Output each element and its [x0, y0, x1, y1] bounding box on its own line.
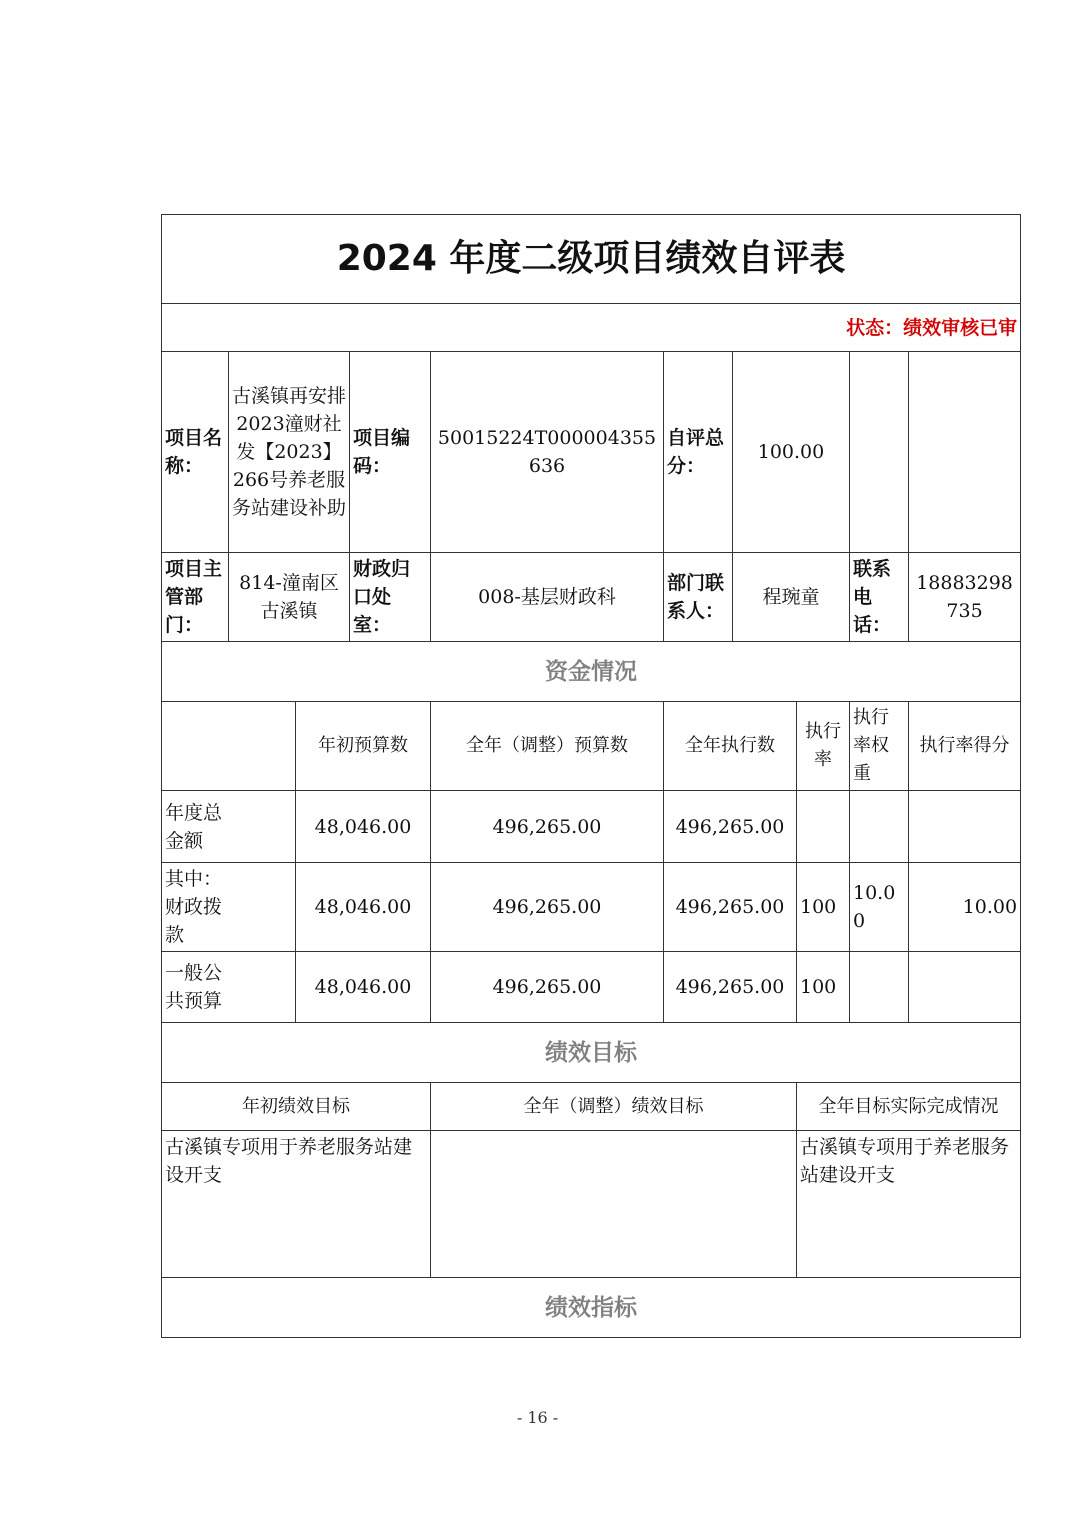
funds-score-value — [909, 952, 1021, 1023]
funds-header-executed: 全年执行数 — [664, 702, 797, 791]
funds-section-title: 资金情况 — [162, 642, 1021, 702]
empty-cell — [850, 352, 909, 553]
contact-value: 程琬童 — [733, 553, 850, 642]
funds-header-adjusted: 全年（调整）预算数 — [431, 702, 664, 791]
contact-label: 部门联系人： — [664, 553, 733, 642]
funds-weight-value — [850, 791, 909, 863]
table-row — [162, 952, 1021, 1023]
funds-adjusted-value: 496,265.00 — [431, 863, 664, 952]
dept-value: 814-潼南区古溪镇 — [229, 553, 350, 642]
funds-score-value — [909, 791, 1021, 863]
empty-cell — [909, 352, 1021, 553]
funds-weight-value: 10.00 — [850, 863, 909, 952]
funds-executed-value: 496,265.00 — [664, 791, 797, 863]
score-value: 100.00 — [733, 352, 850, 553]
funds-row-label: 其中：财政拨款 — [162, 863, 296, 952]
funds-rate-value: 100 — [797, 863, 850, 952]
form-title: 2024 年度二级项目绩效自评表 — [162, 215, 1021, 304]
funds-score-value: 10.00 — [909, 863, 1021, 952]
goals-header-adjusted: 全年（调整）绩效目标 — [431, 1083, 797, 1131]
funds-row-label: 年度总金额 — [162, 791, 296, 863]
table-row — [162, 791, 1021, 863]
goals-header-initial: 年初绩效目标 — [162, 1083, 431, 1131]
score-label: 自评总分： — [664, 352, 733, 553]
funds-initial-value: 48,046.00 — [296, 952, 431, 1023]
funds-rate-value — [797, 791, 850, 863]
funds-rate-value: 100 — [797, 952, 850, 1023]
project-name-value: 古溪镇再安排2023潼财社发【2023】266号养老服务站建设补助 — [229, 352, 350, 553]
goals-section-title: 绩效目标 — [162, 1023, 1021, 1083]
table-row — [162, 863, 1021, 952]
finance-office-label: 财政归口处室： — [350, 553, 431, 642]
funds-executed-value: 496,265.00 — [664, 952, 797, 1023]
finance-office-value: 008-基层财政科 — [431, 553, 664, 642]
funds-executed-value: 496,265.00 — [664, 863, 797, 952]
phone-label: 联系电话： — [850, 553, 909, 642]
status-text: 状态：绩效审核已审 — [162, 304, 1021, 352]
phone-value: 18883298735 — [909, 553, 1021, 642]
indicators-section-title: 绩效指标 — [162, 1278, 1021, 1338]
page-number: - 16 - — [516, 1408, 559, 1427]
self-evaluation-table — [161, 214, 1021, 1338]
funds-header-blank — [162, 702, 296, 791]
funds-header-weight: 执行率权重 — [850, 702, 909, 791]
funds-header-rate: 执行率 — [797, 702, 850, 791]
project-code-label: 项目编码： — [350, 352, 431, 553]
funds-initial-value: 48,046.00 — [296, 791, 431, 863]
project-name-label: 项目名称： — [162, 352, 229, 553]
funds-row-label: 一般公共预算 — [162, 952, 296, 1023]
funds-adjusted-value: 496,265.00 — [431, 952, 664, 1023]
funds-adjusted-value: 496,265.00 — [431, 791, 664, 863]
goals-adjusted-text — [431, 1131, 797, 1278]
dept-label: 项目主管部门： — [162, 553, 229, 642]
goals-header-actual: 全年目标实际完成情况 — [797, 1083, 1021, 1131]
funds-initial-value: 48,046.00 — [296, 863, 431, 952]
funds-header-initial: 年初预算数 — [296, 702, 431, 791]
funds-weight-value — [850, 952, 909, 1023]
project-code-value: 50015224T000004355636 — [431, 352, 664, 553]
goals-initial-text: 古溪镇专项用于养老服务站建设开支 — [162, 1131, 431, 1278]
goals-actual-text: 古溪镇专项用于养老服务站建设开支 — [797, 1131, 1021, 1278]
funds-header-score: 执行率得分 — [909, 702, 1021, 791]
